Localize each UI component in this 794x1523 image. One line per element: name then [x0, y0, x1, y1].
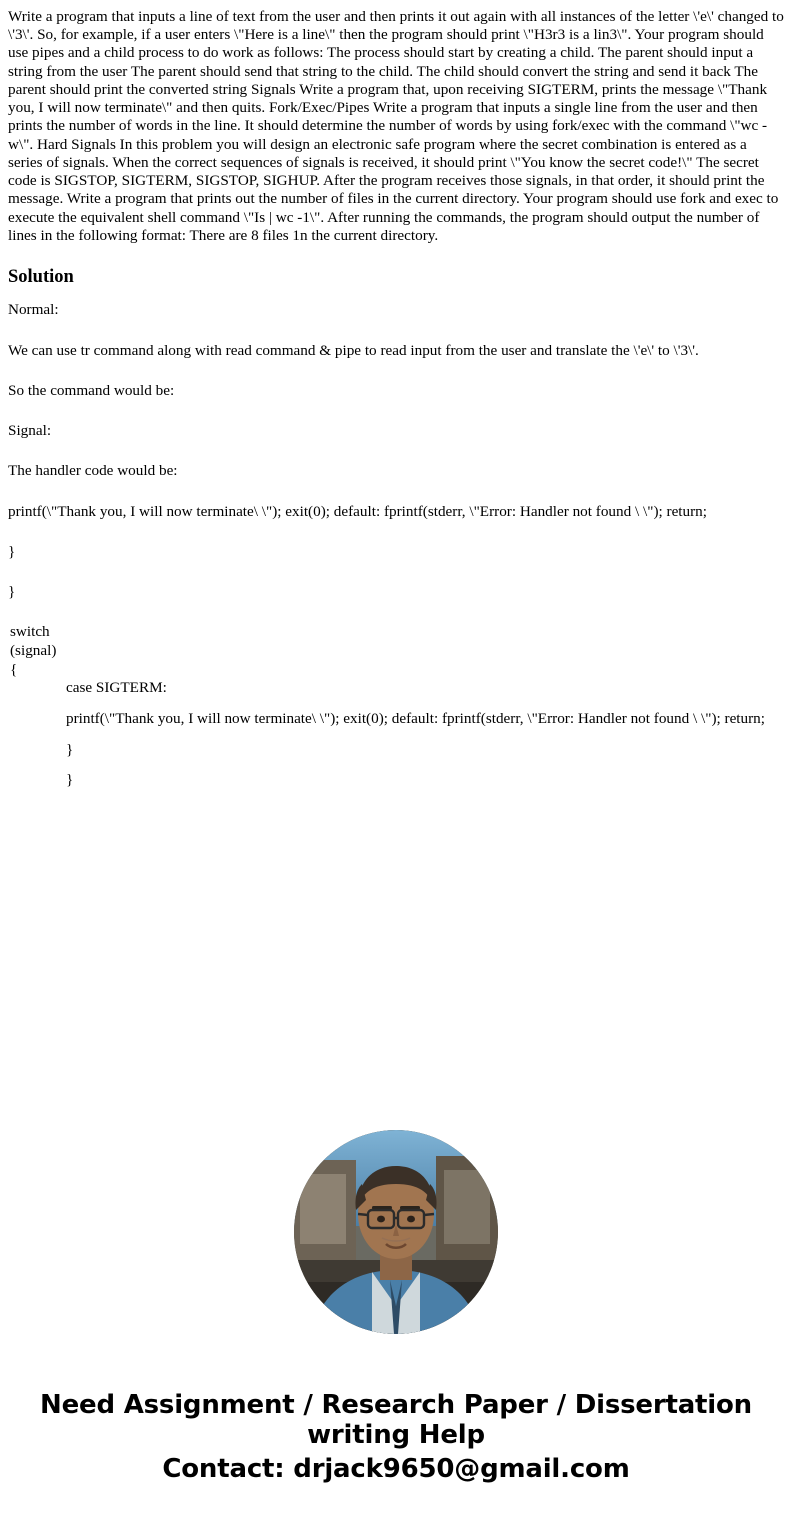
- question-text: Write a program that inputs a line of text from the user and then prints it out again with all instances of the letter \'e\' changed to \'3\'. So, for example, if a user enters \"Here is a line\" then the program should print \"H3r3 is a lin3\". Your program should use pipes and a child process to do work as follows: The process should start by creating a child. The parent should input a string from the user The parent should send that string to the child. The child should convert the string and send it back The parent should print the converted string Signals Write a program that, upon receiving SIGTERM, prints the message \"Thank you, I will now terminate\" and then quits. Fork/Exec/Pipes Write a program that inputs a single line from the user and then prints the number of words in the line. It should determine the number of words by using fork/exec with the command \"wc - w\". Hard Signals In this problem you will design an electronic safe program where the secret combination is entered as a series of signals. When the correct sequences of signals is received, it should print \"You know the secret code!\" The secret code is SIGSTOP, SIGTERM, SIGSTOP, SIGHUP. After the program receives those signals, in that order, it should print the message. Write a program that prints out the number of files in the current directory. Your program should use fork and exec to execute the equivalent shell command \"Is | wc -1\". After running the commands, the program should output the number of lines in the following format: There are 8 files 1n the current directory.: [8, 8, 784, 244]
- handler-intro: The handler code would be:: [8, 462, 178, 480]
- avatar: [294, 1130, 498, 1334]
- page-title: Solution: [8, 267, 74, 288]
- brace-close-1: }: [8, 542, 16, 560]
- switch-keyword: switch: [10, 623, 50, 641]
- case-body-code: printf(\"Thank you, I will now terminate\ \"); exit(0); default: fprintf(stderr, \"Error: Handler not found \ \"); return;: [66, 710, 765, 728]
- content-spacer: [8, 790, 784, 1120]
- footer-headline-line2: writing Help: [307, 1419, 485, 1450]
- switch-code-block: [8, 623, 784, 790]
- normal-label: Normal:: [8, 301, 59, 319]
- command-intro: So the command would be:: [8, 381, 175, 399]
- outer-close-brace: }: [66, 771, 74, 789]
- normal-text: We can use tr command along with read command & pipe to read input from the user and translate the \'e\' to \'3\'.: [8, 341, 699, 359]
- switch-open-brace: {: [10, 660, 18, 678]
- inner-close-brace: }: [66, 740, 74, 758]
- signal-label: Signal:: [8, 422, 52, 440]
- brace-close-2: }: [8, 583, 16, 601]
- footer-headline-line1: Need Assignment / Research Paper / Dissertation: [40, 1390, 752, 1421]
- switch-argument: (signal): [10, 641, 57, 659]
- footer-banner: [8, 1391, 784, 1485]
- footer-contact: Contact: drjack9650@gmail.com: [162, 1453, 630, 1484]
- switch-body: [66, 679, 784, 790]
- avatar-container: [8, 1130, 784, 1339]
- case-label: case SIGTERM:: [66, 679, 167, 697]
- handler-code-line: printf(\"Thank you, I will now terminate\ \"); exit(0); default: fprintf(stderr, \"Error: Handler not found \ \"); return;: [8, 502, 707, 520]
- profile-photo-icon: [294, 1130, 498, 1334]
